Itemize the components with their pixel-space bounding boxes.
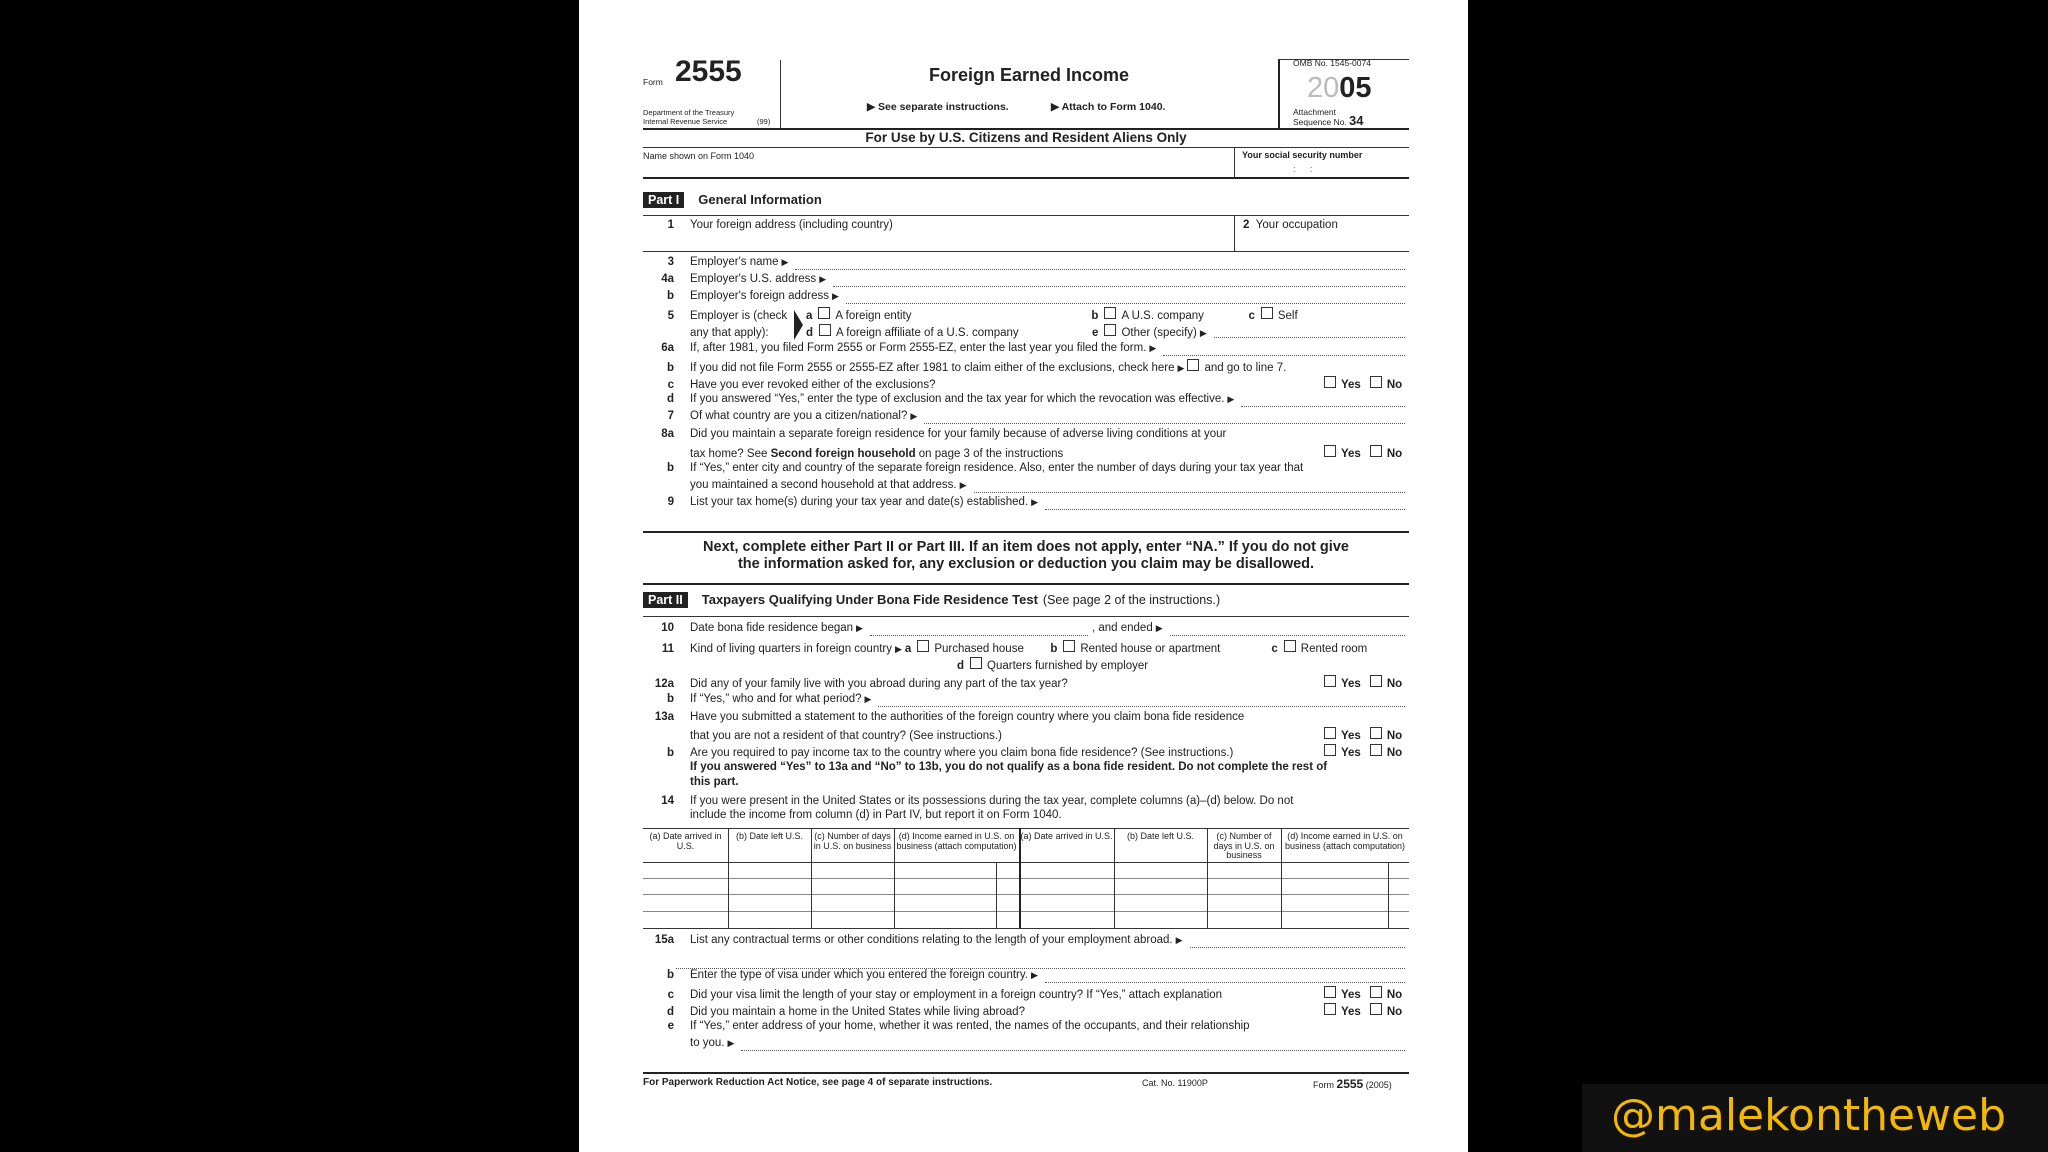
us-home-field[interactable] — [741, 1049, 1405, 1051]
line-8b-label: If “Yes,” enter city and country of the separate foreign residence. Also, enter the number of days during your tax year that — [690, 462, 1304, 474]
line-6b-end: and go to line 7. — [1204, 362, 1287, 374]
line-5-label: Employer is (check — [690, 310, 788, 322]
line-6a-label: If, after 1981, you filed Form 2555 or Form 2555-EZ, enter the last year you filed the form. — [690, 342, 1147, 354]
line-9-label: List your tax home(s) during your tax year and date(s) established. — [690, 496, 1029, 508]
part2-title-note: (See page 2 of the instructions.) — [1042, 593, 1221, 607]
visa-type-field[interactable] — [1045, 981, 1405, 983]
checkbox-6b[interactable] — [1187, 359, 1199, 371]
form-title: Foreign Earned Income — [928, 65, 1130, 85]
part1-title: General Information — [698, 192, 822, 207]
checkbox-15d-yes[interactable] — [1324, 1003, 1336, 1015]
option-5e: Other (specify) — [1121, 327, 1197, 339]
attachment-label: Attachment — [1293, 107, 1336, 117]
dept-label: Department of the Treasury — [643, 108, 735, 117]
col-a2-header: (a) Date arrived in U.S. — [1020, 831, 1113, 841]
checkbox-5e[interactable] — [1104, 324, 1116, 336]
bracket-arrow-icon — [793, 310, 805, 340]
checkbox-15c-no[interactable] — [1370, 986, 1382, 998]
sequence-label: Sequence No. — [1293, 117, 1347, 127]
line-14-label-2: include the income from column (d) in Part IV, but report it on Form 1040. — [690, 809, 1062, 821]
option-11c: Rented room — [1300, 643, 1368, 655]
line-6c-label: Have you ever revoked either of the exclusions? — [690, 379, 936, 391]
line-12a-label: Did any of your family live with you abroad during any part of the tax year? — [690, 678, 1068, 690]
line-6b-label: If you did not file Form 2555 or 2555-EZ after 1981 to claim either of the exclusions, check here — [690, 362, 1175, 374]
form-number: 2555 — [675, 55, 742, 88]
col-c-header: (c) Number of days in U.S. on business — [813, 831, 892, 851]
watermark-banner — [1582, 1084, 2048, 1152]
residence-ended-field[interactable] — [1170, 634, 1405, 636]
line-15c-label: Did your visa limit the length of your stay or employment in a foreign country? If “Yes,” attach explanation — [690, 989, 1223, 1001]
line-8a-label-2: tax home? See Second foreign household on page 3 of the instructions — [690, 448, 1064, 460]
line-4a-label: Employer's U.S. address — [690, 273, 817, 285]
option-5d: A foreign affiliate of a U.S. company — [836, 327, 1019, 339]
citizenship-field[interactable] — [924, 422, 1405, 424]
line-5-sub: any that apply): — [690, 327, 769, 339]
line-13-warning-2: this part. — [690, 776, 739, 788]
notice-line-1: Next, complete either Part II or Part III. If an item does not apply, enter “NA.” If you do not give — [703, 539, 1349, 555]
checkbox-11d[interactable] — [970, 657, 982, 669]
line-15a-label: List any contractual terms or other conditions relating to the length of your employment abroad. — [690, 934, 1173, 946]
line-3-label: Employer's name — [690, 256, 779, 268]
option-11a: Purchased house — [934, 643, 1024, 655]
checkbox-5c[interactable] — [1261, 307, 1273, 319]
checkbox-11a[interactable] — [917, 640, 929, 652]
col-c2-header: (c) Number of days in U.S. on business — [1213, 831, 1275, 860]
irs-label: Internal Revenue Service — [643, 117, 728, 126]
line-10-end: , and ended — [1091, 622, 1153, 634]
option-5a: A foreign entity — [835, 310, 912, 322]
line-15e-label-2: to you. — [690, 1037, 725, 1049]
col-d-header: (d) Income earned in U.S. on business (attach computation) — [896, 831, 1017, 851]
line-15d-label: Did you maintain a home in the United States while living abroad? — [690, 1006, 1025, 1018]
checkbox-15d-no[interactable] — [1370, 1003, 1382, 1015]
omb-number: OMB No. 1545-0074 — [1293, 58, 1371, 68]
checkbox-8a-no[interactable] — [1370, 445, 1382, 457]
catalog-number: Cat. No. 11900P — [1142, 1078, 1208, 1088]
line-15b-label: Enter the type of visa under which you entered the foreign country. — [690, 969, 1028, 981]
part1-tag: Part I — [643, 192, 684, 208]
form-page — [579, 0, 1468, 1152]
line-15e-label: If “Yes,” enter address of your home, whether it was rented, the names of the occupants, and their relationship — [690, 1020, 1250, 1032]
line-4b-label: Employer's foreign address — [690, 290, 829, 302]
checkbox-5a[interactable] — [818, 307, 830, 319]
line-10-label: Date bona fide residence began — [690, 622, 854, 634]
col-d2-header: (d) Income earned in U.S. on business (attach computation) — [1284, 831, 1406, 851]
line-13a-label-2: that you are not a resident of that country? (See instructions.) — [690, 730, 1002, 742]
line-12b-label: If “Yes,” who and for what period? — [690, 693, 862, 705]
checkbox-12a-yes[interactable] — [1324, 675, 1336, 687]
presence-table — [643, 828, 1409, 928]
col-a-header: (a) Date arrived in U.S. — [649, 831, 722, 851]
part2-tag: Part II — [643, 592, 688, 608]
checkbox-13a-no[interactable] — [1370, 727, 1382, 739]
option-5b: A U.S. company — [1121, 310, 1204, 322]
checkbox-6c-yes[interactable] — [1324, 376, 1336, 388]
revocation-field[interactable] — [1241, 405, 1405, 407]
contract-terms-field[interactable] — [1190, 946, 1405, 948]
ssn-label: Your social security number — [1242, 150, 1363, 160]
checkbox-11b[interactable] — [1063, 640, 1075, 652]
line-11-label: Kind of living quarters in foreign country — [690, 643, 892, 655]
checkbox-6c-no[interactable] — [1370, 376, 1382, 388]
checkbox-8a-yes[interactable] — [1324, 445, 1336, 457]
name-label: Name shown on Form 1040 — [643, 151, 755, 161]
tax-home-field[interactable] — [1045, 508, 1405, 510]
tax-year: 2005 — [1307, 72, 1372, 104]
line-13a-label: Have you submitted a statement to the authorities of the foreign country where you claim bona fide residence — [690, 711, 1245, 723]
other-specify-field[interactable] — [1214, 336, 1405, 338]
line-2-label: 2 Your occupation — [1243, 219, 1338, 231]
line-14-label: If you were present in the United States or its possessions during the tax year, complete columns (a)–(d) below. Do not — [690, 795, 1294, 807]
employer-us-address-field[interactable] — [833, 285, 1405, 287]
part2-title: Taxpayers Qualifying Under Bona Fide Residence Test — [701, 592, 1038, 607]
option-11d: Quarters furnished by employer — [987, 660, 1149, 672]
col-b-header: (b) Date left U.S. — [735, 831, 804, 841]
checkbox-15c-yes[interactable] — [1324, 986, 1336, 998]
family-period-field[interactable] — [878, 705, 1405, 707]
option-11b: Rented house or apartment — [1080, 643, 1221, 655]
checkbox-13b-no[interactable] — [1370, 744, 1382, 756]
line-1-label: Your foreign address (including country) — [690, 219, 893, 231]
line-6d-label: If you answered “Yes,” enter the type of exclusion and the tax year for which the revocation was effective. — [690, 393, 1225, 405]
employer-name-field[interactable] — [795, 268, 1405, 270]
checkbox-5b[interactable] — [1104, 307, 1116, 319]
attach-note: ▶ Attach to Form 1040. — [1051, 101, 1166, 113]
residence-began-field[interactable] — [870, 634, 1088, 636]
see-instructions: ▶ See separate instructions. — [867, 101, 1009, 113]
ssn-field[interactable]: : : — [1293, 164, 1319, 174]
checkbox-13a-yes[interactable] — [1324, 727, 1336, 739]
checkbox-5d[interactable] — [819, 324, 831, 336]
form-label: Form — [643, 77, 663, 87]
second-household-field[interactable] — [974, 491, 1405, 493]
col-b2-header: (b) Date left U.S. — [1126, 831, 1195, 841]
employer-foreign-address-field[interactable] — [846, 302, 1405, 304]
sequence-number: 34 — [1349, 113, 1364, 128]
watermark-handle: @malekontheweb — [1611, 1090, 2007, 1141]
notice-line-2: the information asked for, any exclusion or deduction you claim may be disallowed. — [737, 556, 1315, 572]
checkbox-12a-no[interactable] — [1370, 675, 1382, 687]
checkbox-13b-yes[interactable] — [1324, 744, 1336, 756]
checkbox-11c[interactable] — [1284, 640, 1296, 652]
use-by-banner: For Use by U.S. Citizens and Resident Aliens Only — [865, 130, 1187, 145]
line-13b-label: Are you required to pay income tax to the country where you claim bona fide residence? (See instructions.) — [690, 747, 1234, 759]
last-year-filed-field[interactable] — [1163, 354, 1405, 356]
paperwork-notice: For Paperwork Reduction Act Notice, see page 4 of separate instructions. — [643, 1077, 993, 1088]
option-5c: Self — [1277, 310, 1298, 322]
line-7-label: Of what country are you a citizen/national? — [690, 410, 908, 422]
code-99: (99) — [757, 117, 771, 126]
line-8a-label: Did you maintain a separate foreign residence for your family because of adverse living conditions at your — [690, 428, 1227, 440]
form-2555: Form 2555 Department of the Treasury Internal Revenue Service (99) Foreign Earned Income ▶ See separate instructions. ▶ Attach to Form 1040. OMB No. 1545-0074 2005 Attachment Sequence No. 34 For Use by U.S. Citizens and Resident Aliens Only Name shown on Form 1040 Your social security number : : Part I General Information 1 Your foreign address (including country) 2 Your occupation 3 Employer's name ▶ 4a Employer's U.S. address ▶ b Employer's foreign address ▶ 5 Employer is (check a A foreign entity b A U.S. company c Self any that apply): d A foreign affiliate of a U.S. company e Other (specify) ▶ 6a If, after 1981, you filed Form 2555 or Form 2555-EZ, enter the last year you filed the form. ▶ b If you did not file Form 2555 or 2555-EZ after 1981 to claim either of the exclusions, check here ▶ and go to line 7. c Have you ever revoked either of the exclusions? Yes No d If you answered “Yes,” enter the type of exclusion and the tax year for which the revocation was effective. ▶ 7 Of what country are you a citizen/national? ▶ 8a Did you maintain a separate foreign residence for your family because of adverse living conditions at your tax home? See Second foreign household on page 3 of the instructions Yes No b If “Yes,” enter city and country of the separate foreign residence. Also, enter the number of days during your tax year that you maintained a second household at that address. ▶ 9 List your tax home(s) during your tax year and date(s) established. ▶ Next, complete either Part II or Part III. If an item does not apply, enter “NA.” If you do not give the information asked for, any exclusion or deduction you claim may be disallowed. Part II Taxpayers Qualifying Under Bona Fide Residence Test (See page 2 of the instructions.) 10 Date bona fide residence began ▶ , and ended ▶ 11 Kind of living quarters in foreign country ▶ a Purchased house b Rented house or apartment c Rented room d Quarters furnished by employer 12a Did any of your family live with you abroad during any part of the tax year? Yes No b If “Yes,” who and for what period? ▶ 13a Have you submitted a statement to the authorities of the foreign country where you claim bona fide residence that you are not a resident of that country? (See instructions.) Yes No b Are you required to pay income tax to the country where you claim bona fide residence? (See instructions.) Yes No If you answered “Yes” to 13a and “No” to 13b, you do not qualify as a bona fide resident. Do not complete the rest of this part. 14 If you were present in the United States or its possessions during the tax year, complete columns (a)–(d) below. Do not include the income from column (d) in Part IV, but report it on Form 1040. (a) Date arrived in U.S. (b) Date left U.S. (c) Number of days in U.S. on business (d) Income earned in U.S. on business (attach computation) (a) Date arrived in U.S. (b) Date left U.S. (c) Number of days in U.S. on business (d) Income earned in U.S. on business (attach computation) 15a List any contractual terms or other conditions relating to the length of your employment abroad. ▶ b Enter the type of visa under which you entered the foreign country. ▶ c Did your visa limit the length of your stay or employment in a foreign country? If “Yes,” attach explanation Yes No d Did you maintain a home in the United States while living abroad? Yes No e If “Yes,” enter address of your home, whether it was rented, the names of the occupants, and their relationship to you. ▶ For Paperwork Reduction Act Notice, see page 4 of separate instructions. Cat. No. 11900P Form 2555 (2005) — [643, 55, 1409, 1095]
line-8b-label-2: you maintained a second household at that address. — [690, 479, 957, 491]
footer-form-id: Form 2555 (2005) — [1313, 1077, 1392, 1091]
line-13-warning: If you answered “Yes” to 13a and “No” to 13b, you do not qualify as a bona fide resident. Do not complete the rest of — [690, 761, 1328, 773]
